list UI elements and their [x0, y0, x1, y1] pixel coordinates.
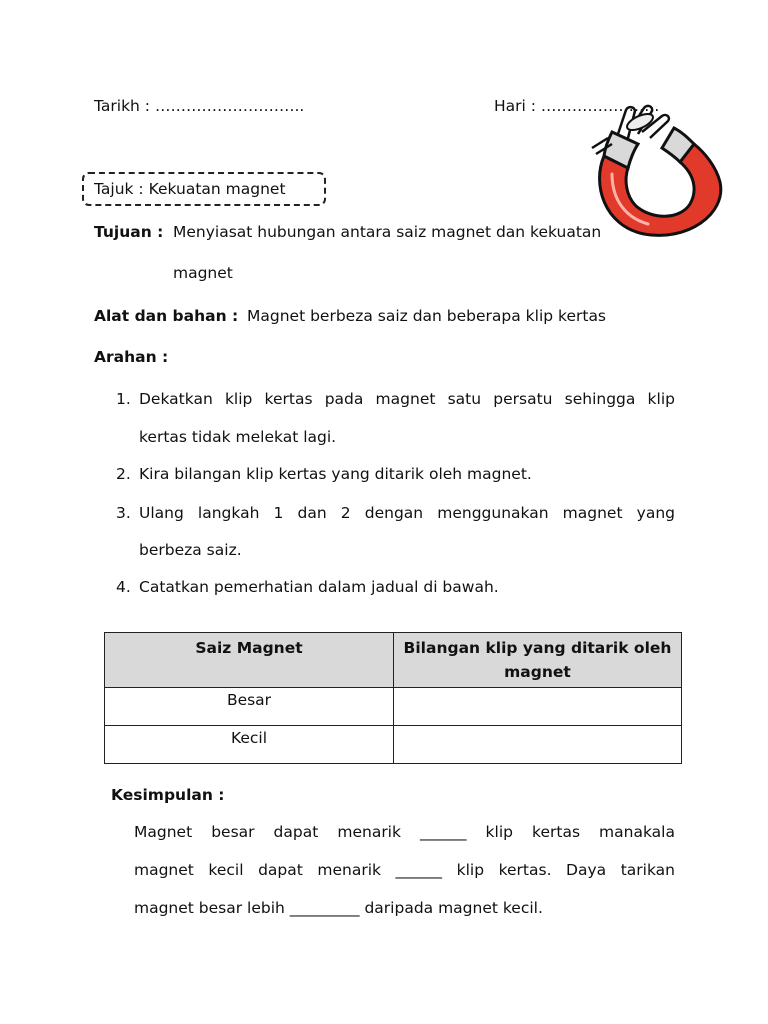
alat-text: Magnet berbeza saiz dan beberapa klip kertas — [247, 307, 607, 325]
tujuan-text-line2: magnet — [173, 264, 233, 282]
step-text: kertas tidak melekat lagi. — [139, 428, 337, 446]
header-saiz-magnet: Saiz Magnet — [105, 633, 394, 688]
hari-field: Hari : ………………….. — [494, 97, 660, 115]
horseshoe-magnet-icon — [582, 104, 732, 244]
step-number: 3. — [116, 504, 131, 522]
step-text: Kira bilangan klip kertas yang ditarik oleh magnet. — [139, 465, 532, 483]
step-number: 2. — [116, 465, 131, 483]
step-text: berbeza saiz. — [139, 541, 242, 559]
kesimpulan-line: magnet besar lebih _________ daripada magnet kecil. — [134, 899, 543, 917]
table-cell: Besar — [105, 688, 394, 726]
kesimpulan-line: Magnet besar dapat menarik ______ klip kertas manakala — [134, 823, 675, 841]
table-row — [105, 688, 682, 726]
tujuan-text-line1: Menyiasat hubungan antara saiz magnet dan kekuatan — [173, 223, 602, 241]
step-number: 1. — [116, 390, 131, 408]
alat-label: Alat dan bahan : — [94, 307, 239, 325]
tujuan-label: Tujuan : — [94, 223, 164, 241]
header-bilangan-klip: Bilangan klip yang ditarik oleh magnet — [394, 633, 682, 688]
step-text: Catatkan pemerhatian dalam jadual di bawah. — [139, 578, 499, 596]
table-row — [105, 726, 682, 764]
tarikh-field: Tarikh : ……………………….. — [94, 97, 305, 115]
table-header-row — [105, 633, 682, 688]
table-cell-answer[interactable] — [394, 726, 682, 764]
step-text: Ulang langkah 1 dan 2 dengan menggunakan magnet yang — [139, 504, 675, 522]
step-text: Dekatkan klip kertas pada magnet satu persatu sehingga klip — [139, 390, 675, 408]
table-cell: Kecil — [105, 726, 394, 764]
arahan-label: Arahan : — [94, 348, 169, 366]
table-cell-answer[interactable] — [394, 688, 682, 726]
step-number: 4. — [116, 578, 131, 596]
kesimpulan-label: Kesimpulan : — [111, 786, 225, 804]
title-box: Tajuk : Kekuatan magnet — [82, 172, 326, 206]
observation-table — [104, 632, 682, 764]
kesimpulan-line: magnet kecil dapat menarik ______ klip kertas. Daya tarikan — [134, 861, 675, 879]
